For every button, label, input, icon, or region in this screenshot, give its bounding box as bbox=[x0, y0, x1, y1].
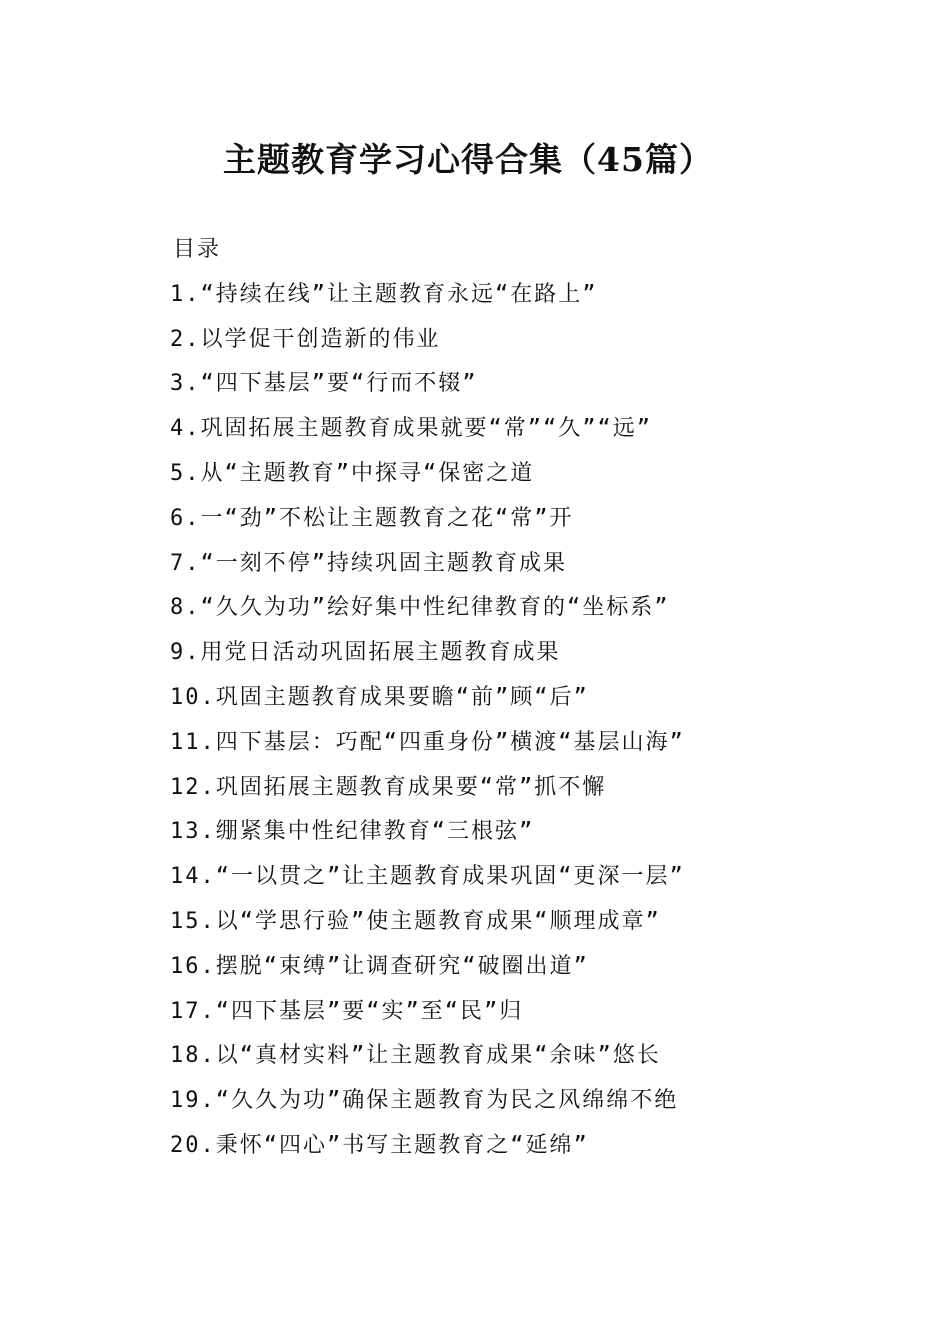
toc-item: 1.“持续在线”让主题教育永远“在路上” bbox=[170, 281, 598, 307]
toc-item: 18.以“真材实料”让主题教育成果“余味”悠长 bbox=[170, 1043, 661, 1069]
toc-item: 7.“一刻不停”持续巩固主题教育成果 bbox=[170, 550, 567, 576]
toc-item: 17.“四下基层”要“实”至“民”归 bbox=[170, 998, 524, 1024]
table-of-contents bbox=[170, 228, 890, 1169]
toc-item: 13.绷紧集中性纪律教育“三根弦” bbox=[170, 819, 535, 845]
toc-item: 14.“一以贯之”让主题教育成果巩固“更深一层” bbox=[170, 864, 685, 890]
toc-item: 16.摆脱“束缚”让调查研究“破圈出道” bbox=[170, 953, 589, 979]
toc-item: 3.“四下基层”要“行而不辍” bbox=[170, 371, 478, 397]
document-title: 主题教育学习心得合集（45篇） bbox=[223, 140, 713, 179]
toc-list bbox=[170, 273, 890, 1169]
toc-item: 2.以学促干创造新的伟业 bbox=[170, 326, 441, 352]
toc-item: 6.一“劲”不松让主题教育之花“常”开 bbox=[170, 505, 574, 531]
toc-item: 4.巩固拓展主题教育成果就要“常”“久”“远” bbox=[170, 416, 652, 442]
toc-heading: 目录 bbox=[173, 237, 222, 262]
toc-item: 11.四下基层：巧配“四重身份”横渡“基层山海” bbox=[170, 729, 685, 755]
toc-item: 19.“久久为功”确保主题教育为民之风绵绵不绝 bbox=[170, 1088, 679, 1114]
toc-item: 20.秉怀“四心”书写主题教育之“延绵” bbox=[170, 1132, 589, 1158]
toc-item: 9.用党日活动巩固拓展主题教育成果 bbox=[170, 640, 561, 666]
toc-item: 10.巩固主题教育成果要瞻“前”顾“后” bbox=[170, 684, 589, 710]
toc-item: 15.以“学思行验”使主题教育成果“顺理成章” bbox=[170, 908, 661, 934]
toc-item: 5.从“主题教育”中探寻“保密之道 bbox=[170, 460, 535, 486]
toc-item: 12.巩固拓展主题教育成果要“常”抓不懈 bbox=[170, 774, 607, 800]
toc-item: 8.“久久为功”绘好集中性纪律教育的“坐标系” bbox=[170, 595, 670, 621]
